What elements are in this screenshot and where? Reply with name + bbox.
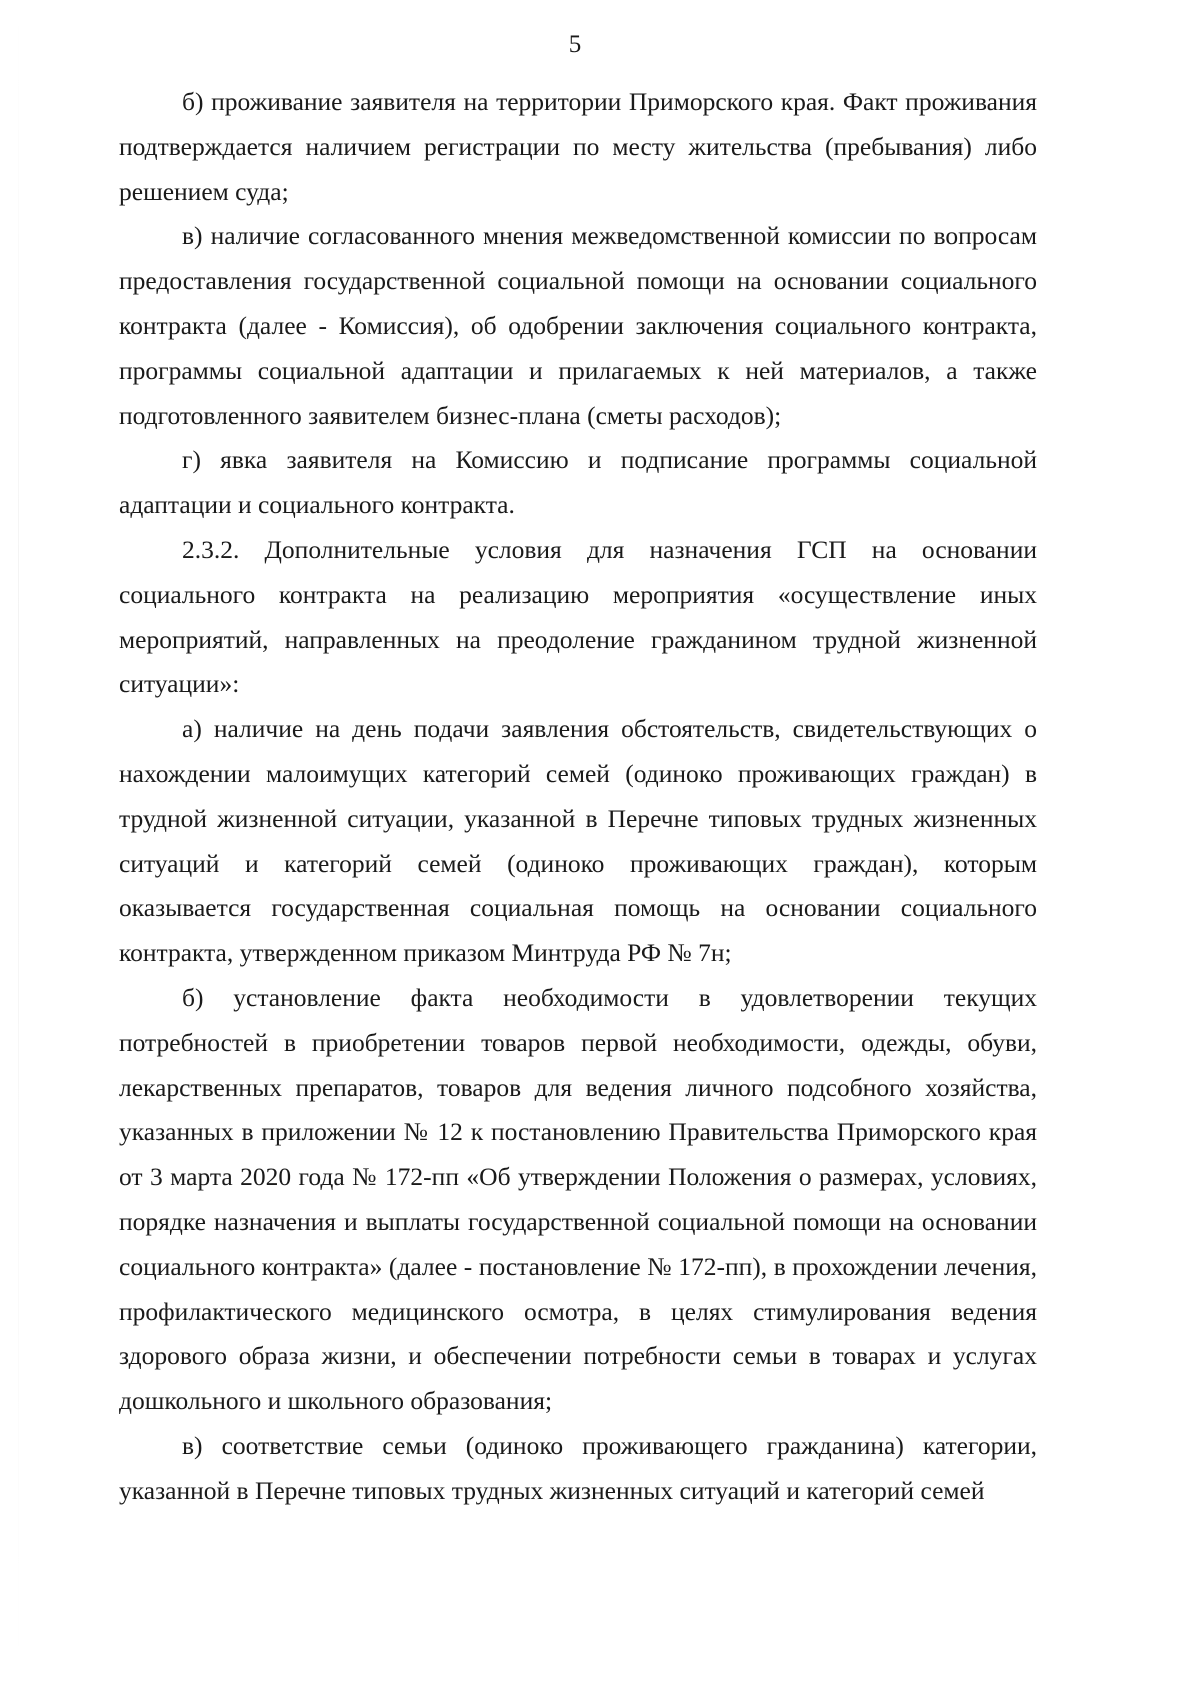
paragraph-v-category: в) соответствие семьи (одиноко проживающего гражданина) категории, указанной в Перечне типовых трудных жизненных ситуаций и категорий семей [119,1430,1037,1505]
paragraph-v-commission-opinion: в) наличие согласованного мнения межведомственной комиссии по вопросам предоставления государственной социальной помощи на основании социального контракта (далее - Комиссия), об одобрении заключения социального контракта, программы социальной адаптации и прилагаемых к ней материалов, а также подготовленного заявителем бизнес-плана (сметы расходов); [119,221,1037,430]
scan-edge [18,0,19,1685]
paragraph-b-residence: б) проживание заявителя на территории Приморского края. Факт проживания подтверждается наличием регистрации по месту жительства (пребывания) либо решением суда; [119,87,1037,206]
document-body [119,80,1037,1514]
page-number: 5 [568,31,582,58]
paragraph-a-circumstances: а) наличие на день подачи заявления обстоятельств, свидетельствующих о нахождении малоимущих категорий семей (одиноко проживающих граждан) в трудной жизненной ситуации, указанной в Перечне типовых трудных жизненных ситуаций и категорий семей (одиноко проживающих граждан), которым оказывается государственная социальная помощь на основании социального контракта, утвержденном приказом Минтруда РФ № 7н; [119,714,1037,968]
paragraph-b-needs: б) установление факта необходимости в удовлетворении текущих потребностей в приобретении товаров первой необходимости, одежды, обуви, лекарственных препаратов, товаров для ведения личного подсобного хозяйства, указанных в приложении № 12 к постановлению Правительства Приморского края от 3 марта 2020 года № 172-пп «Об утверждении Положения о размерах, условиях, порядке назначения и выплаты государственной социальной помощи на основании социального контракта» (далее - постановление № 172-пп), в прохождении лечения, профилактического медицинского осмотра, в целях стимулирования ведения здорового образа жизни, и обеспечении потребности семьи в товарах и услугах дошкольного и школьного образования; [119,982,1037,1416]
paragraph-g-appearance: г) явка заявителя на Комиссию и подписание программы социальной адаптации и социального контракта. [119,445,1037,520]
paragraph-2-3-2-conditions: 2.3.2. Дополнительные условия для назначения ГСП на основании социального контракта на реализацию мероприятия «осуществление иных мероприятий, направленных на преодоление гражданином трудной жизненной ситуации»: [119,534,1037,699]
